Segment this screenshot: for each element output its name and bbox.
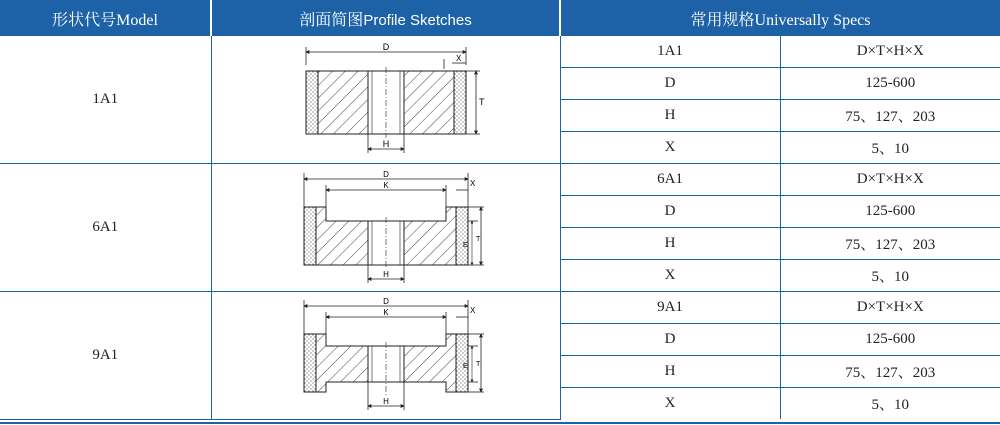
dim-e-label: E bbox=[462, 241, 468, 249]
spec-value: 75、127、203 bbox=[780, 228, 1000, 260]
dim-x-label: X bbox=[469, 178, 475, 188]
spec-value: D×T×H×X bbox=[780, 164, 1000, 196]
spec-param: D bbox=[560, 68, 780, 100]
spec-value: 75、127、203 bbox=[780, 356, 1000, 388]
spec-param: 9A1 bbox=[560, 292, 780, 324]
model-cell: 6A1 bbox=[0, 164, 211, 292]
table-row bbox=[0, 164, 1000, 196]
dim-k-label: K bbox=[382, 180, 389, 190]
header-specs: 常用规格Universally Specs bbox=[560, 0, 1000, 36]
header-model: 形状代号Model bbox=[0, 0, 211, 36]
spec-value: 125-600 bbox=[780, 68, 1000, 100]
spec-param: X bbox=[560, 132, 780, 164]
header-sketch-en: Profile Sketches bbox=[363, 11, 472, 29]
sketch-cell bbox=[211, 292, 560, 420]
spec-param: X bbox=[560, 260, 780, 292]
table-row bbox=[0, 292, 1000, 324]
profile-sketch-6a1 bbox=[286, 169, 486, 287]
dim-d-label: D bbox=[382, 169, 389, 179]
spec-value: 125-600 bbox=[780, 196, 1000, 228]
spec-param: X bbox=[560, 388, 780, 420]
spec-value: D×T×H×X bbox=[780, 36, 1000, 68]
spec-param: D bbox=[560, 324, 780, 356]
table-bottom-rule bbox=[0, 422, 1000, 424]
dim-d-label: D bbox=[382, 41, 389, 52]
header-sketch bbox=[211, 0, 560, 36]
dim-h-label: H bbox=[382, 397, 389, 407]
spec-value: 125-600 bbox=[780, 324, 1000, 356]
dim-t-label: T bbox=[475, 235, 480, 243]
spec-value: 5、10 bbox=[780, 132, 1000, 164]
spec-value: D×T×H×X bbox=[780, 292, 1000, 324]
spec-value: 5、10 bbox=[780, 260, 1000, 292]
spec-param: H bbox=[560, 228, 780, 260]
sketch-cell bbox=[211, 164, 560, 292]
spec-value: 75、127、203 bbox=[780, 100, 1000, 132]
dim-h-label: H bbox=[382, 138, 389, 149]
spec-value: 5、10 bbox=[871, 397, 910, 413]
model-cell: 1A1 bbox=[0, 36, 211, 164]
spec-param: D bbox=[560, 196, 780, 228]
dim-x-label: X bbox=[469, 306, 475, 316]
dim-t-label: T bbox=[478, 96, 484, 107]
dim-h-label: H bbox=[382, 269, 389, 279]
dim-d-label: D bbox=[382, 297, 389, 307]
dim-e-label: E bbox=[462, 363, 468, 371]
spec-param: H bbox=[560, 356, 780, 388]
dim-k-label: K bbox=[382, 308, 389, 318]
model-cell: 9A1 bbox=[0, 292, 211, 420]
spec-param: 6A1 bbox=[560, 164, 780, 196]
dim-t-label: T bbox=[475, 361, 480, 369]
profile-sketch-1a1 bbox=[286, 41, 486, 159]
dim-x-label: X bbox=[455, 53, 461, 63]
profile-sketch-9a1 bbox=[286, 296, 486, 414]
header-row bbox=[0, 0, 1000, 36]
header-sketch-cn: 剖面简图 bbox=[299, 11, 364, 29]
sketch-cell bbox=[211, 36, 560, 164]
spec-param: H bbox=[560, 100, 780, 132]
table-row bbox=[0, 36, 1000, 68]
spec-param: 1A1 bbox=[560, 36, 780, 68]
